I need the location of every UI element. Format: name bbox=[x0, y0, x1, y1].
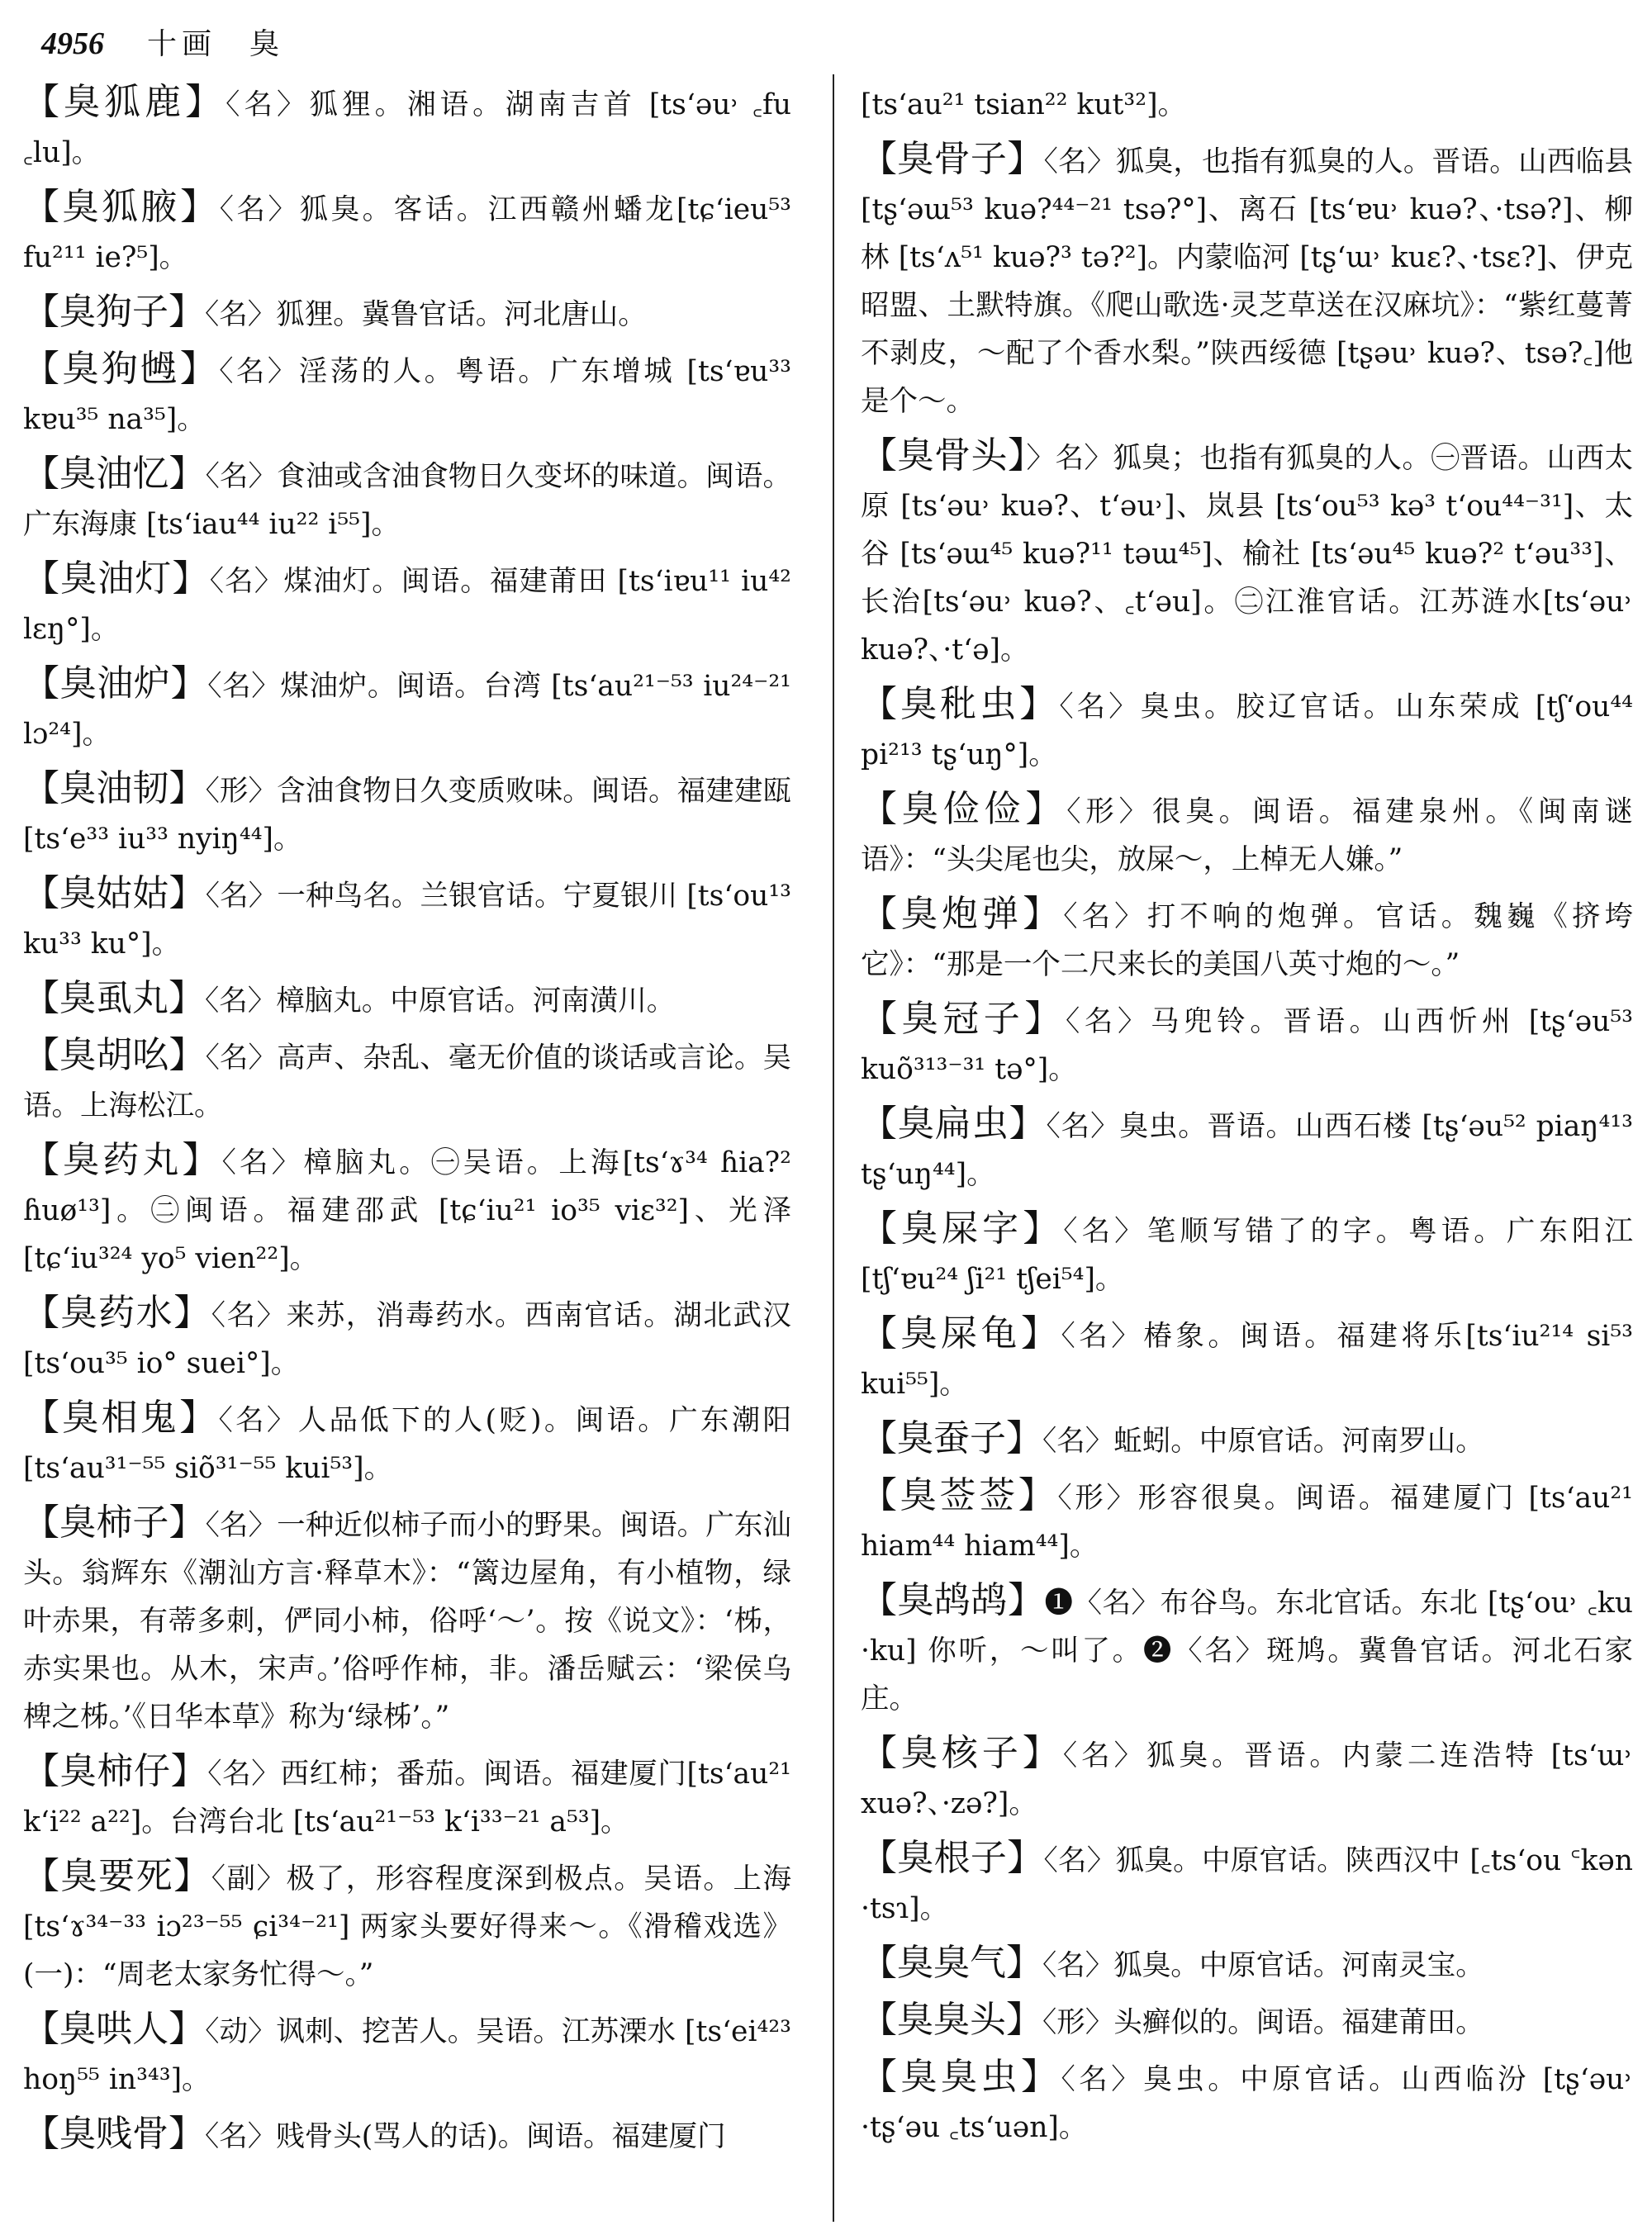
dictionary-entry bbox=[23, 555, 791, 653]
dictionary-entry bbox=[861, 995, 1633, 1094]
entry-text: 〈名〉煤油炉。闽语。台湾 [ts‘au²¹⁻⁵³ iu²⁴⁻²¹ lɔ²⁴]。 bbox=[23, 670, 791, 751]
section-title: 十画 bbox=[147, 27, 217, 61]
entry-text: 〈名〉狐臭。中原官话。陕西汉中 [꜀ts‘ou ꜂kən ·tsɿ]。 bbox=[861, 1844, 1633, 1925]
entry-headword: 【臭胡吆】 bbox=[23, 1034, 206, 1076]
entry-headword: 【臭油炉】 bbox=[23, 662, 208, 705]
entry-text: 〈名〉蚯蚓。中原官话。河南罗山。 bbox=[1042, 1425, 1484, 1458]
entry-text: 〈名〉贱骨头(骂人的话)。闽语。福建厦门 bbox=[205, 2120, 726, 2153]
entry-text: 〈名〉一种近似柿子而小的野果。闽语。广东汕头。翁辉东《潮汕方言·释草木》：“篱边屋角，有小植物，绿叶赤果，有蒂多刺，俨同小柿，俗呼‘～’。按《说文》：‘柹，赤实果也。从木，宋声。’俗呼作柿，非。潘岳赋云：‘梁侯乌椑之柹。’《日华本草》称为‘绿柹’。” bbox=[23, 1509, 791, 1734]
entry-text: ❶〈名〉布谷鸟。东北官话。东北 [tʂ‘ou˒ ꜀ku ·ku] 你听，～叫了。❷〈名〉斑鸠。冀鲁官话。河北石家庄。 bbox=[861, 1587, 1633, 1715]
header-character: 臭 bbox=[249, 27, 280, 61]
entry-headword: 【臭相鬼】 bbox=[23, 1397, 219, 1439]
entry-text: 〈名〉煤油灯。闽语。福建莆田 [ts‘iɐu¹¹ iu⁴² lɛŋ°]。 bbox=[23, 565, 791, 646]
entry-headword: 【臭狗子】 bbox=[23, 291, 205, 333]
entry-text: 〈形〉很臭。闽语。福建泉州。《闽南谜语》：“头尖尾也尖，放屎～，上棹无人嫌。” bbox=[861, 795, 1633, 876]
page-header bbox=[41, 21, 279, 62]
page-number: 4956 bbox=[41, 26, 104, 61]
entry-text: 〉名〉狐臭；也指有狐臭的人。㊀晋语。山西太原 [ts‘əu˒ kuə?、t‘əu˒]、岚县 [ts‘ou⁵³ kə³ t‘ou⁴⁴⁻³¹]、太谷 [ts‘əɯ⁴⁵ kuə?¹¹ təɯ⁴⁵]、榆社 [ts‘əu⁴⁵ kuə?² t‘əu³³]、长治[ts‘əu˒ kuə?、꜀t‘əu]。㊁江淮官话。江苏涟水[ts‘əu˒ kuə?、·t‘ə]。 bbox=[861, 442, 1633, 667]
dictionary-entry bbox=[23, 450, 791, 548]
entry-headword: 【臭柿仔】 bbox=[23, 1750, 208, 1792]
dictionary-entry bbox=[861, 1834, 1633, 1933]
entry-headword: 【臭秕虫】 bbox=[861, 683, 1060, 725]
dictionary-entry bbox=[23, 975, 791, 1025]
entry-text: 〈名〉狐臭。中原官话。河南灵宝。 bbox=[1042, 1949, 1484, 1982]
column-divider bbox=[833, 74, 834, 2222]
dictionary-entry bbox=[23, 288, 791, 339]
entry-headword: 【臭油忆】 bbox=[23, 453, 206, 495]
entry-headword: 【臭油韧】 bbox=[23, 767, 206, 809]
dictionary-entry bbox=[23, 1136, 791, 1283]
entry-text: 〈名〉臭虫。胶辽官话。山东荣成 [tʃ‘ou⁴⁴ pi²¹³ tʂ‘uŋ°]。 bbox=[861, 690, 1633, 771]
entry-headword: 【臭哄人】 bbox=[23, 2008, 206, 2050]
entry-text: 〈动〉讽刺、挖苦人。吴语。江苏溧水 [ts‘ei⁴²³ hoŋ⁵⁵ in³⁴³]。 bbox=[23, 2015, 791, 2096]
entry-headword: 【臭贱骨】 bbox=[23, 2113, 205, 2155]
entry-headword: 【臭莶莶】 bbox=[861, 1474, 1058, 1516]
dictionary-entry bbox=[23, 870, 791, 968]
entry-text: 〈形〉含油食物日久变质败味。闽语。福建建瓯 [ts‘e³³ iu³³ nyiŋ⁴⁴]。 bbox=[23, 775, 791, 856]
entry-text: 〈名〉狐狸。湘语。湖南吉首 [ts‘əu˒ ꜀fu ꜀lu]。 bbox=[23, 88, 791, 169]
dictionary-entry bbox=[861, 1100, 1633, 1198]
entry-text: 〈名〉高声、杂乱、毫无价值的谈话或言论。吴语。上海松江。 bbox=[23, 1041, 791, 1122]
entry-text: 〈名〉来苏，消毒药水。西南官话。湖北武汉 [ts‘ou³⁵ io° suei°]。 bbox=[23, 1299, 791, 1380]
entry-headword: 【臭臭头】 bbox=[861, 1999, 1042, 2041]
entry-headword: 【臭臭气】 bbox=[861, 1942, 1042, 1984]
dictionary-entry bbox=[23, 765, 791, 863]
entry-headword: 【臭狗乸】 bbox=[23, 348, 220, 390]
dictionary-entry bbox=[861, 890, 1633, 989]
entry-text: 〈名〉狐臭。晋语。内蒙二连浩特 [ts‘ɯ˒ xuə?、·zə?]。 bbox=[861, 1739, 1633, 1820]
entry-headword: 【臭臭虫】 bbox=[861, 2056, 1061, 2098]
dictionary-entry bbox=[861, 785, 1633, 884]
dictionary-entry bbox=[861, 681, 1633, 779]
dictionary-entry bbox=[23, 1032, 791, 1130]
entry-text: 〈名〉食油或含油食物日久变坏的味道。闽语。广东海康 [ts‘iau⁴⁴ iu²² i⁵⁵]。 bbox=[23, 460, 791, 541]
entry-text: [ts‘au²¹ tsian²² kut³²]。 bbox=[861, 88, 1187, 121]
entry-headword: 【臭狐腋】 bbox=[23, 186, 220, 228]
entry-text: 〈形〉头癣似的。闽语。福建莆田。 bbox=[1042, 2006, 1484, 2039]
entry-headword: 【臭扁虫】 bbox=[861, 1103, 1047, 1145]
entry-headword: 【臭屎龟】 bbox=[861, 1312, 1061, 1355]
entry-headword: 【臭柿子】 bbox=[23, 1502, 206, 1544]
dictionary-entry bbox=[23, 2005, 791, 2104]
entry-headword: 【臭狐鹿】 bbox=[23, 81, 226, 123]
entry-headword: 【臭药水】 bbox=[23, 1292, 211, 1334]
dictionary-entry bbox=[861, 1415, 1633, 1465]
dictionary-entry bbox=[861, 1996, 1633, 2047]
left-column bbox=[23, 78, 791, 2222]
entry-text: 〈名〉椿象。闽语。福建将乐[ts‘iu²¹⁴ si⁵³ kui⁵⁵]。 bbox=[861, 1320, 1633, 1401]
dictionary-entry bbox=[23, 345, 791, 444]
entry-text: 〈副〉极了，形容程度深到极点。吴语。上海 [ts‘ɤ³⁴⁻³³ iɔ²³⁻⁵⁵ ɕi³⁴⁻²¹] 两家头要好得来～。《滑稽戏选》(一)：“周老太家务忙得～。” bbox=[23, 1862, 791, 1991]
dictionary-entry bbox=[861, 1310, 1633, 1408]
dictionary-entry bbox=[23, 1853, 791, 1999]
entry-headword: 【臭鸪鸪】 bbox=[861, 1579, 1045, 1621]
entry-headword: 【臭油灯】 bbox=[23, 558, 210, 600]
entry-headword: 【臭冠子】 bbox=[861, 998, 1066, 1040]
dictionary-entry bbox=[861, 135, 1633, 425]
dictionary-entry bbox=[861, 1472, 1633, 1570]
entry-text: 〈形〉形容很臭。闽语。福建厦门 [ts‘au²¹ hiam⁴⁴ hiam⁴⁴]。 bbox=[861, 1482, 1633, 1563]
dictionary-entry bbox=[861, 432, 1633, 674]
entry-headword: 【臭蚕子】 bbox=[861, 1417, 1042, 1459]
entry-text: 〈名〉臭虫。晋语。山西石楼 [tʂ‘əu⁵² piaŋ⁴¹³ tʂ‘uŋ⁴⁴]。 bbox=[861, 1110, 1633, 1191]
entry-headword: 【臭核子】 bbox=[861, 1732, 1063, 1774]
entry-headword: 【臭炮弹】 bbox=[861, 893, 1064, 935]
entry-text: 〈名〉樟脑丸。中原官话。河南潢川。 bbox=[205, 985, 676, 1018]
dictionary-entry bbox=[23, 78, 791, 177]
entry-text: 〈名〉樟脑丸。㊀吴语。上海[ts‘ɤ³⁴ ɦia?² ɦuø¹³]。㊁闽语。福建邵武 [tɕ‘iu²¹ io³⁵ viɛ³²]、光泽 [tɕ‘iu³²⁴ yo⁵ vien²²]。 bbox=[23, 1146, 791, 1275]
dictionary-entry bbox=[861, 1939, 1633, 1990]
entry-text: 〈名〉狐臭。客话。江西赣州蟠龙[tɕ‘ieu⁵³ fu²¹¹ ie?⁵]。 bbox=[23, 193, 791, 274]
entry-headword: 【臭虱丸】 bbox=[23, 977, 205, 1019]
dictionary-entry-continued bbox=[861, 78, 1633, 129]
entry-text: 〈名〉人品低下的人(贬)。闽语。广东潮阳 [ts‘au³¹⁻⁵⁵ siõ³¹⁻⁵⁵ kui⁵³]。 bbox=[23, 1404, 791, 1485]
right-column bbox=[861, 78, 1633, 2222]
entry-headword: 【臭根子】 bbox=[861, 1837, 1044, 1879]
entry-headword: 【臭姑姑】 bbox=[23, 872, 206, 914]
entry-text: 〈名〉淫荡的人。粤语。广东增城 [ts‘ɐu³³ kɐu³⁵ na³⁵]。 bbox=[23, 355, 791, 436]
entry-headword: 【臭骨子】 bbox=[861, 138, 1044, 180]
entry-headword: 【臭药丸】 bbox=[23, 1139, 222, 1181]
dictionary-entry bbox=[861, 2053, 1633, 2152]
dictionary-entry bbox=[23, 1289, 791, 1388]
entry-text: 〈名〉狐臭，也指有狐臭的人。晋语。山西临县[tʂ‘əɯ⁵³ kuə?⁴⁴⁻²¹ tsə?°]、离石 [ts‘ɐu˒ kuə?、·tsə?]、柳林 [ts‘ʌ⁵¹ kuə?³ tə?²]。内蒙临河 [tʂ‘ɯ˒ kuɛ?、·tsɛ?]、伊克昭盟、土默特旗。《爬山歌选·灵芝草送在汉麻坑》：“紫红蔓菁不剥皮，～配了个香水梨。”陕西绥德 [tʂəu˒ kuə?、tsə?꜀]他是个～。 bbox=[861, 145, 1633, 418]
dictionary-entry bbox=[861, 1577, 1633, 1723]
entry-text: 〈名〉臭虫。中原官话。山西临汾 [tʂ‘əu˒ ·tʂ‘əu ꜀ts‘uən]。 bbox=[861, 2063, 1633, 2144]
entry-headword: 【臭骨头】 bbox=[861, 434, 1027, 477]
entry-text: 〈名〉西红柿；番茄。闽语。福建厦门[ts‘au²¹ k‘i²² a²²]。台湾台北 [ts‘au²¹⁻⁵³ k‘i³³⁻²¹ a⁵³]。 bbox=[23, 1758, 791, 1839]
entry-text: 〈名〉狐狸。冀鲁官话。河北唐山。 bbox=[205, 298, 647, 331]
entry-headword: 【臭俭俭】 bbox=[861, 788, 1067, 830]
dictionary-entry bbox=[23, 1394, 791, 1492]
entry-text: 〈名〉打不响的炮弹。官话。魏巍《挤垮它》：“那是一个二尺来长的美国八英寸炮的～。” bbox=[861, 900, 1633, 981]
dictionary-entry bbox=[23, 1499, 791, 1741]
entry-text: 〈名〉一种鸟名。兰银官话。宁夏银川 [ts‘ou¹³ ku³³ ku°]。 bbox=[23, 880, 791, 961]
entry-text: 〈名〉马兜铃。晋语。山西忻州 [tʂ‘əu⁵³ kuõ³¹³⁻³¹ tə°]。 bbox=[861, 1005, 1633, 1086]
entry-headword: 【臭要死】 bbox=[23, 1855, 211, 1897]
entry-headword: 【臭屎字】 bbox=[861, 1208, 1064, 1250]
dictionary-entry bbox=[23, 2110, 791, 2161]
dictionary-entry bbox=[861, 1729, 1633, 1828]
entry-text: 〈名〉笔顺写错了的字。粤语。广东阳江 [tʃ‘ɐu²⁴ ʃi²¹ tʃei⁵⁴]。 bbox=[861, 1215, 1633, 1296]
dictionary-entry bbox=[23, 660, 791, 758]
dictionary-entry bbox=[23, 1748, 791, 1846]
dictionary-entry bbox=[861, 1205, 1633, 1303]
dictionary-entry bbox=[23, 183, 791, 282]
